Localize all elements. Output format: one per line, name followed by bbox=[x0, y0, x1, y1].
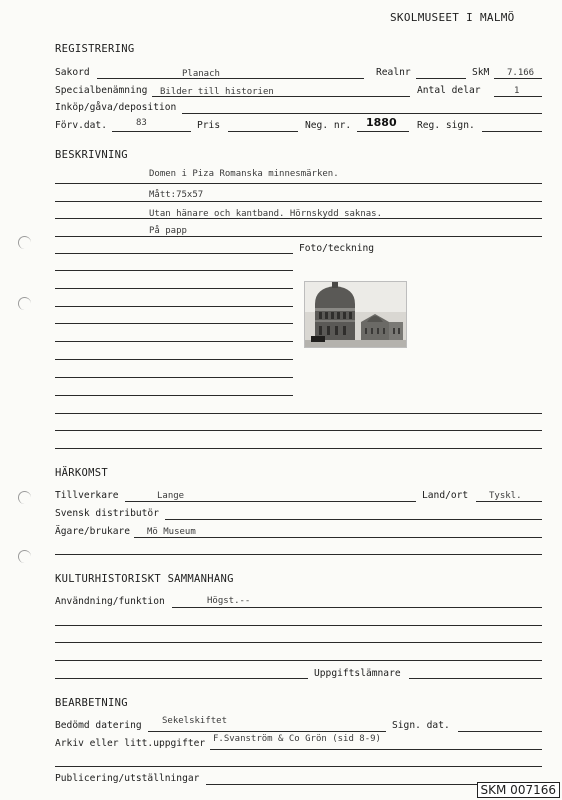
sakord-line bbox=[97, 78, 364, 79]
description-rule-5 bbox=[55, 253, 293, 254]
section-kultur-heading: KULTURHISTORISKT SAMMANHANG bbox=[55, 573, 234, 585]
description-line-1[interactable]: Domen i Piza Romanska minnesmärken. bbox=[149, 169, 339, 179]
land-ort-line bbox=[476, 501, 542, 502]
skm-label: SkM bbox=[472, 67, 490, 78]
land-ort-label: Land/ort bbox=[422, 490, 469, 501]
inkop-label: Inköp/gåva/deposition bbox=[55, 102, 177, 113]
section-registrering-heading: REGISTRERING bbox=[55, 43, 135, 55]
sakord-label: Sakord bbox=[55, 67, 90, 78]
sign-dat-line bbox=[458, 731, 542, 732]
skm-line bbox=[494, 78, 542, 79]
bearbetning-rule-extra bbox=[55, 766, 542, 767]
tillverkare-line bbox=[125, 501, 416, 502]
section-beskrivning-heading: BESKRIVNING bbox=[55, 149, 128, 161]
foto-teckning-label: Foto/teckning bbox=[299, 243, 375, 254]
arkiv-label: Arkiv eller litt.uppgifter bbox=[55, 738, 206, 749]
pris-line bbox=[228, 131, 298, 132]
description-line-3[interactable]: Utan hänare och kantband. Hörnskydd saknas. bbox=[149, 209, 382, 219]
description-rule-6 bbox=[55, 270, 293, 271]
description-rule-15 bbox=[55, 430, 542, 431]
skm-value[interactable]: 7.166 bbox=[507, 68, 535, 78]
neg-nr-label: Neg. nr. bbox=[305, 120, 352, 131]
reg-sign-label: Reg. sign. bbox=[417, 120, 475, 131]
bedomd-datering-value[interactable]: Sekelskiftet bbox=[162, 716, 228, 726]
section-harkomst-heading: HÄRKOMST bbox=[55, 467, 108, 479]
agare-brukare-value[interactable]: Mö Museum bbox=[147, 527, 196, 537]
description-rule-12 bbox=[55, 377, 293, 378]
description-rule-11 bbox=[55, 359, 293, 360]
harkomst-rule-extra bbox=[55, 554, 542, 555]
kultur-rule-2 bbox=[55, 642, 542, 643]
anvandning-value[interactable]: Högst.-- bbox=[207, 596, 251, 606]
archive-id-stamp: SKM 007166 bbox=[477, 782, 560, 798]
realnr-line bbox=[416, 78, 466, 79]
publicering-label: Publicering/utställningar bbox=[55, 773, 200, 784]
land-ort-value[interactable]: Tyskl. bbox=[489, 491, 522, 501]
description-rule-2 bbox=[55, 201, 542, 202]
specialbenamning-label: Specialbenämning bbox=[55, 85, 148, 96]
description-rule-10 bbox=[55, 341, 293, 342]
pris-label: Pris bbox=[197, 120, 221, 131]
description-rule-3 bbox=[55, 218, 542, 219]
specialbenamning-value[interactable]: Bilder till historien bbox=[160, 87, 274, 97]
svensk-distributor-line bbox=[165, 519, 542, 520]
bedomd-datering-label: Bedömd datering bbox=[55, 720, 142, 731]
uppgiftslamnare-line bbox=[409, 678, 542, 679]
tillverkare-label: Tillverkare bbox=[55, 490, 119, 501]
sign-dat-label: Sign. dat. bbox=[392, 720, 450, 731]
sakord-value[interactable]: Planach bbox=[182, 69, 220, 79]
description-rule-14 bbox=[55, 413, 542, 414]
description-rule-16 bbox=[55, 448, 542, 449]
agare-brukare-line bbox=[134, 537, 542, 538]
neg-nr-value[interactable]: 1880 bbox=[366, 116, 397, 129]
description-rule-8 bbox=[55, 306, 293, 307]
kultur-rule-1 bbox=[55, 625, 542, 626]
neg-nr-line bbox=[357, 131, 409, 132]
realnr-label: Realnr bbox=[376, 67, 411, 78]
binder-hole-1 bbox=[18, 236, 31, 249]
arkiv-line bbox=[210, 749, 542, 750]
description-rule-1 bbox=[55, 183, 542, 184]
object-photo[interactable] bbox=[304, 281, 407, 348]
section-bearbetning-heading: BEARBETNING bbox=[55, 697, 128, 709]
agare-brukare-label: Ägare/brukare bbox=[55, 526, 131, 537]
museum-title: SKOLMUSEET I MALMÖ bbox=[390, 11, 515, 24]
description-rule-4 bbox=[55, 236, 542, 237]
description-rule-13 bbox=[55, 395, 293, 396]
description-line-2[interactable]: Mått:75x57 bbox=[149, 190, 204, 200]
description-line-4[interactable]: På papp bbox=[149, 226, 187, 236]
antal-delar-line bbox=[494, 96, 542, 97]
binder-hole-3 bbox=[18, 491, 31, 504]
forv-dat-value[interactable]: 83 bbox=[136, 118, 147, 128]
inkop-line bbox=[182, 113, 542, 114]
binder-hole-2 bbox=[18, 297, 31, 310]
binder-hole-4 bbox=[18, 550, 31, 563]
forv-dat-line bbox=[112, 131, 191, 132]
description-rule-7 bbox=[55, 288, 293, 289]
pisa-baptistery-photo-icon bbox=[305, 282, 406, 347]
antal-delar-label: Antal delar bbox=[417, 85, 481, 96]
bedomd-datering-line bbox=[148, 731, 386, 732]
antal-delar-value[interactable]: 1 bbox=[514, 86, 520, 96]
description-rule-9 bbox=[55, 323, 293, 324]
tillverkare-value[interactable]: Lange bbox=[157, 491, 185, 501]
uppgiftslamnare-label: Uppgiftslämnare bbox=[314, 668, 401, 679]
svensk-distributor-label: Svensk distributör bbox=[55, 508, 159, 519]
forv-dat-label: Förv.dat. bbox=[55, 120, 107, 131]
anvandning-line bbox=[172, 607, 542, 608]
kultur-rule-4 bbox=[55, 678, 308, 679]
anvandning-label: Användning/funktion bbox=[55, 596, 165, 607]
kultur-rule-3 bbox=[55, 660, 542, 661]
reg-sign-line bbox=[482, 131, 542, 132]
arkiv-value[interactable]: F.Svanström & Co Grön (sid 8-9) bbox=[213, 734, 381, 744]
